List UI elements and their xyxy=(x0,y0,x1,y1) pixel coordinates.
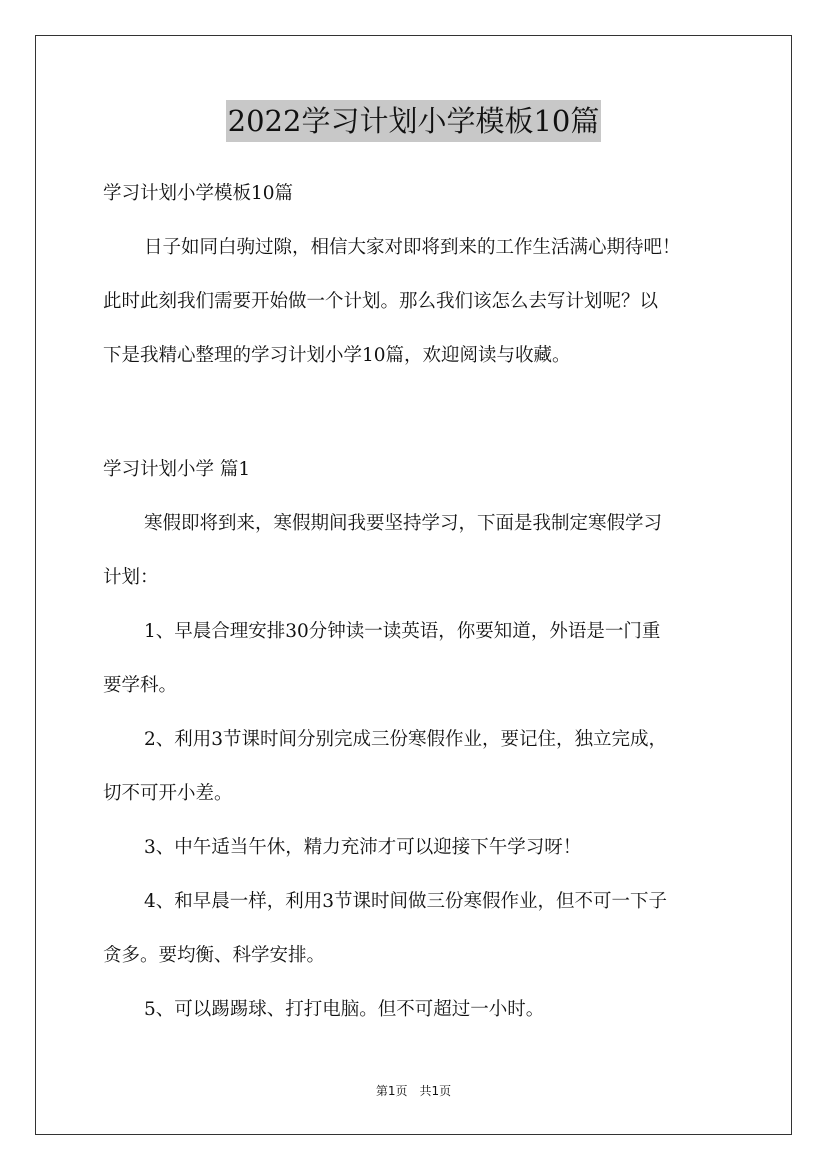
list-item-line: 2、利用3节课时间分别完成三份寒假作业，要记住，独立完成， xyxy=(144,729,668,750)
section-intro-line: 寒假即将到来，寒假期间我要坚持学习，下面是我制定寒假学习 xyxy=(144,513,663,534)
document-title: 2022学习计划小学模板10篇 xyxy=(226,100,602,142)
subtitle: 学习计划小学模板10篇 xyxy=(103,183,294,204)
list-item-line: 4、和早晨一样，利用3节课时间做三份寒假作业，但不可一下子 xyxy=(144,891,668,912)
title-container xyxy=(0,100,827,142)
list-item-line: 1、早晨合理安排30分钟读一读英语，你要知道，外语是一门重 xyxy=(144,621,661,642)
list-item-line: 5、可以踢踢球、打打电脑。但不可超过一小时。 xyxy=(144,999,545,1020)
list-item xyxy=(103,884,733,974)
section-intro-paragraph xyxy=(103,506,733,596)
section-heading: 学习计划小学 篇1 xyxy=(103,459,251,480)
spacer xyxy=(103,392,733,452)
intro-line: 日子如同白驹过隙，相信大家对即将到来的工作生活满心期待吧！ xyxy=(144,237,681,258)
list-item-line: 切不可开小差。 xyxy=(103,783,233,804)
list-item xyxy=(103,614,733,704)
list-item-line: 贪多。要均衡、科学安排。 xyxy=(103,945,326,966)
page-footer: 第1页 共1页 xyxy=(375,1084,452,1098)
intro-line: 下是我精心整理的学习计划小学10篇，欢迎阅读与收藏。 xyxy=(103,345,571,366)
intro-paragraph xyxy=(103,230,733,374)
list-item xyxy=(103,830,733,866)
list-item-line: 要学科。 xyxy=(103,675,178,696)
intro-line: 此时此刻我们需要开始做一个计划。那么我们该怎么去写计划呢？以 xyxy=(103,291,659,312)
section-intro-line: 计划： xyxy=(103,567,159,588)
list-item xyxy=(103,992,733,1028)
list-item-line: 3、中午适当午休，精力充沛才可以迎接下午学习呀！ xyxy=(144,837,582,858)
list-item xyxy=(103,722,733,812)
document-body xyxy=(103,176,733,1046)
